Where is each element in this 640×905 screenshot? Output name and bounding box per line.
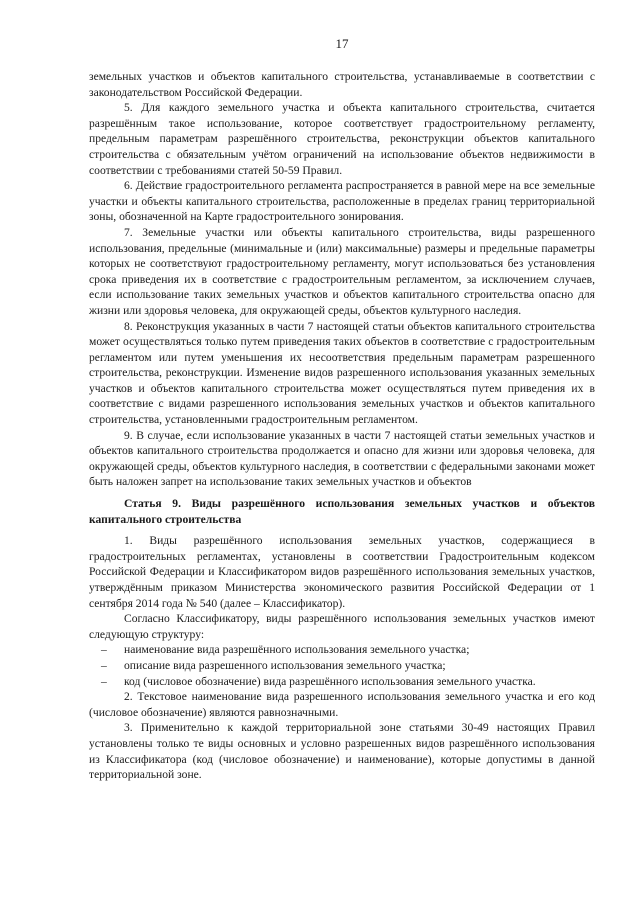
list-dash: – [101,674,107,688]
paragraph-item-5: 5. Для каждого земельного участка и объекта капитального строительства, считается разрешённым такое использование, которое соответствует градостроительному регламенту, предельным параметрам разрешённого строительства, реконструкции объектов капитального строительства с обязательным учётом ограничений на использование объектов недвижимости в соответствии с требованиями статей 50-59 Правил. [89,101,595,177]
structure-list [89,642,595,689]
paragraph-item-6: 6. Действие градостроительного регламента распространяется в равной мере на все земельные участки и объекты капитального строительства, расположенные в пределах границ территориальной зоны, обозначенной на Карте градостроительного зонирования. [89,179,595,224]
list-item-text: наименование вида разрешённого использования земельного участка; [124,643,470,657]
paragraph-continuation: земельных участков и объектов капитального строительства, устанавливаемые в соответствии с законодательством Российской Федерации. [89,70,595,99]
list-item [89,674,595,690]
list-item [89,642,595,658]
list-dash: – [101,658,107,672]
list-item-text: описание вида разрешенного использования земельного участка; [124,658,446,672]
article-heading: Статья 9. Виды разрешённого использования земельных участков и объектов капитального строительства [89,497,595,526]
paragraph-article-2: 2. Текстовое наименование вида разрешенного использования земельного участка и его код (числовое обозначение) являются равнозначными. [89,690,595,719]
paragraph-item-8: 8. Реконструкция указанных в части 7 настоящей статьи объектов капитального строительства может осуществляться только путем приведения таких объектов в соответствие с градостроительным регламентом или путем уменьшения их несоответствия предельным параметрам разрешенного строительства, реконструкции. Изменение видов разрешенного использования указанных земельных участков и объектов капитального строительства может осуществляться путем приведения их в соответствие с видами разрешенного использования земельных участков и объектов капитального строительства, установленными градостроительным регламентом. [89,319,595,427]
page-number: 17 [335,36,349,51]
paragraph-item-7: 7. Земельные участки или объекты капитального строительства, виды разрешенного использования, предельные (минимальные и (или) максимальные) размеры и предельные параметры которых не соответствуют градостроительному регламенту, могут использоваться без установления срока приведения их в соответствие с градостроительным регламентом, за исключением случаев, если использование таких земельных участков и объектов капитального строительства опасно для жизни или здоровья человека, для окружающей среды, объектов культурного наследия. [89,225,595,317]
paragraph-item-9: 9. В случае, если использование указанных в части 7 настоящей статьи земельных участков и объектов капитального строительства продолжается и опасно для жизни или здоровья человека, для окружающей среды, объектов культурного наследия, в соответствии с федеральными законами может быть наложен запрет на использование таких земельных участков и объектов [89,428,595,489]
document-page [89,36,595,783]
paragraph-article-1: 1. Виды разрешённого использования земельных участков, содержащиеся в градостроительных регламентах, установлены в соответствии Градостроительным кодексом Российской Федерации и Классификатором видов разрешённого использования земельных участков, утверждённым приказом Министерства экономического развития Российской Федерации от 1 сентября 2014 года № 540 (далее – Классификатор). [89,534,595,610]
paragraph-structure-intro: Согласно Классификатору, виды разрешённого использования земельных участков имеют следующую структуру: [89,612,595,641]
paragraph-article-3: 3. Применительно к каждой территориальной зоне статьями 30-49 настоящих Правил установлены только те виды основных и условно разрешенных видов разрешённого использования из Классификатора (код (числовое обозначение) и наименование), которые допустимы в данной территориальной зоне. [89,721,595,782]
list-dash: – [101,643,107,657]
list-item [89,658,595,674]
list-item-text: код (числовое обозначение) вида разрешённого использования земельного участка. [124,674,536,688]
